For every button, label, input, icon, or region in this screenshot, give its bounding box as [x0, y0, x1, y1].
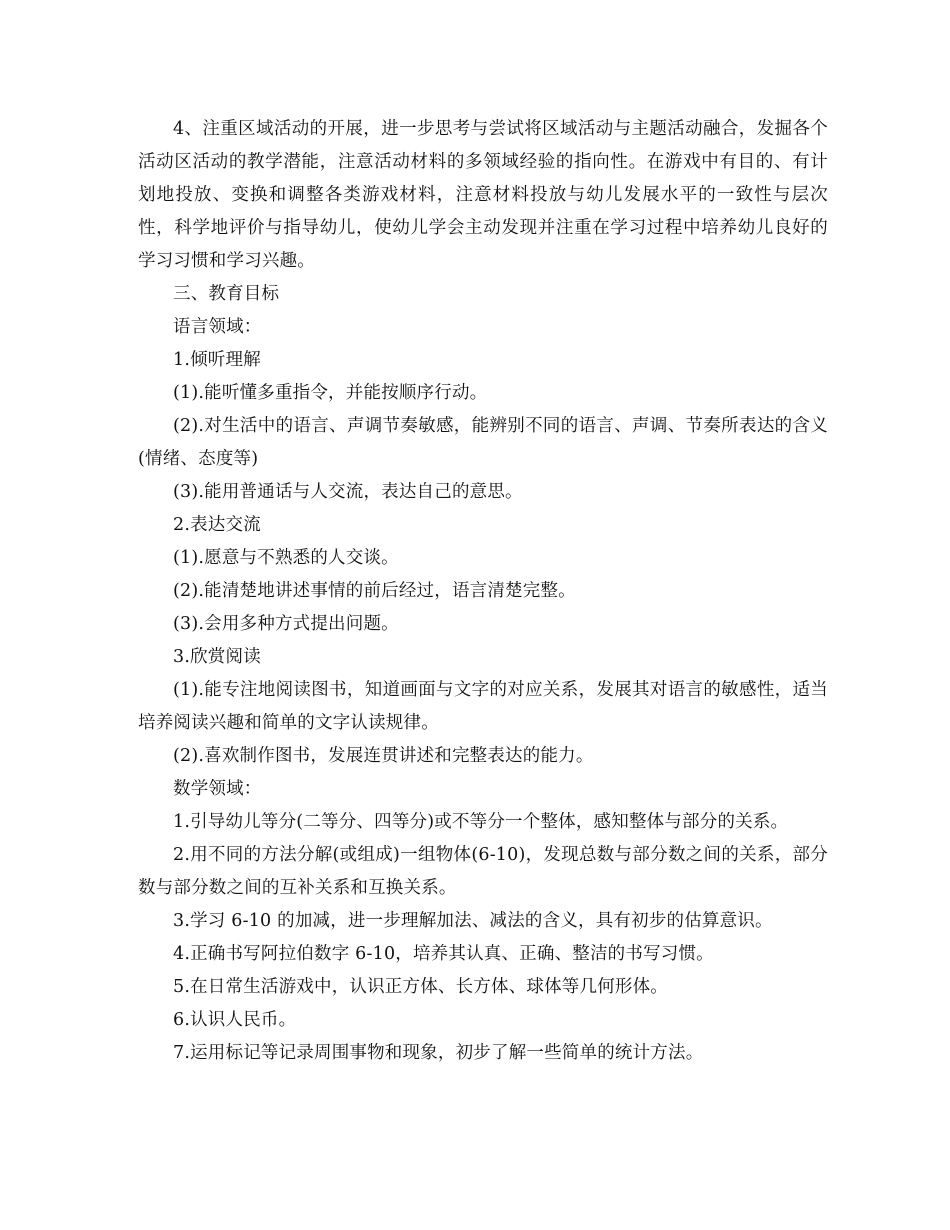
- list-item: (3).会用多种方式提出问题。: [173, 614, 399, 634]
- list-item: 6.认识人民币。: [173, 1010, 297, 1030]
- list-item: 1.引导幼儿等分(二等分、四等分)或不等分一个整体，感知整体与部分的关系。: [173, 812, 789, 832]
- document-body: [138, 113, 828, 1070]
- list-item: (2).能清楚地讲述事情的前后经过，语言清楚完整。: [173, 581, 576, 601]
- list-item: (1).愿意与不熟悉的人交谈。: [173, 548, 399, 568]
- list-item: (1).能专注地阅读图书，知道画面与文字的对应关系，发展其对语言的敏感性，适当培养阅读兴趣和简单的文字认读规律。: [138, 680, 828, 733]
- list-item: 7.运用标记等记录周围事物和现象，初步了解一些简单的统计方法。: [173, 1043, 704, 1063]
- list-item: 5.在日常生活游戏中，认识正方体、长方体、球体等几何形体。: [173, 977, 668, 997]
- heading-education-goals: 三、教育目标: [173, 284, 280, 304]
- subheading-expression: 2.表达交流: [173, 515, 261, 535]
- heading-math-domain: 数学领域：: [173, 779, 262, 799]
- list-item: (3).能用普通话与人交流，表达自己的意思。: [173, 482, 523, 502]
- paragraph-area-activities: 4、注重区域活动的开展，进一步思考与尝试将区域活动与主题活动融合，发掘各个活动区活动的教学潜能，注意活动材料的多领域经验的指向性。在游戏中有目的、有计划地投放、变换和调整各类游戏材料，注意材料投放与幼儿发展水平的一致性与层次性，科学地评价与指导幼儿，使幼儿学会主动发现并注重在学习过程中培养幼儿良好的学习习惯和学习兴趣。: [138, 119, 828, 271]
- list-item: (2).喜欢制作图书，发展连贯讲述和完整表达的能力。: [173, 746, 594, 766]
- list-item: 3.学习 6-10 的加减，进一步理解加法、减法的含义，具有初步的估算意识。: [173, 911, 773, 931]
- subheading-listening: 1.倾听理解: [173, 350, 261, 370]
- subheading-reading: 3.欣赏阅读: [173, 647, 261, 667]
- list-item: (2).对生活中的语言、声调节奏敏感，能辨别不同的语言、声调、节奏所表达的含义(情绪、态度等): [138, 416, 828, 469]
- heading-language-domain: 语言领域：: [173, 317, 262, 337]
- list-item: 2.用不同的方法分解(或组成)一组物体(6-10)，发现总数与部分数之间的关系，部分数与部分数之间的互补关系和互换关系。: [138, 845, 828, 898]
- list-item: (1).能听懂多重指令，并能按顺序行动。: [173, 383, 488, 403]
- list-item: 4.正确书写阿拉伯数字 6-10，培养其认真、正确、整洁的书写习惯。: [173, 944, 714, 964]
